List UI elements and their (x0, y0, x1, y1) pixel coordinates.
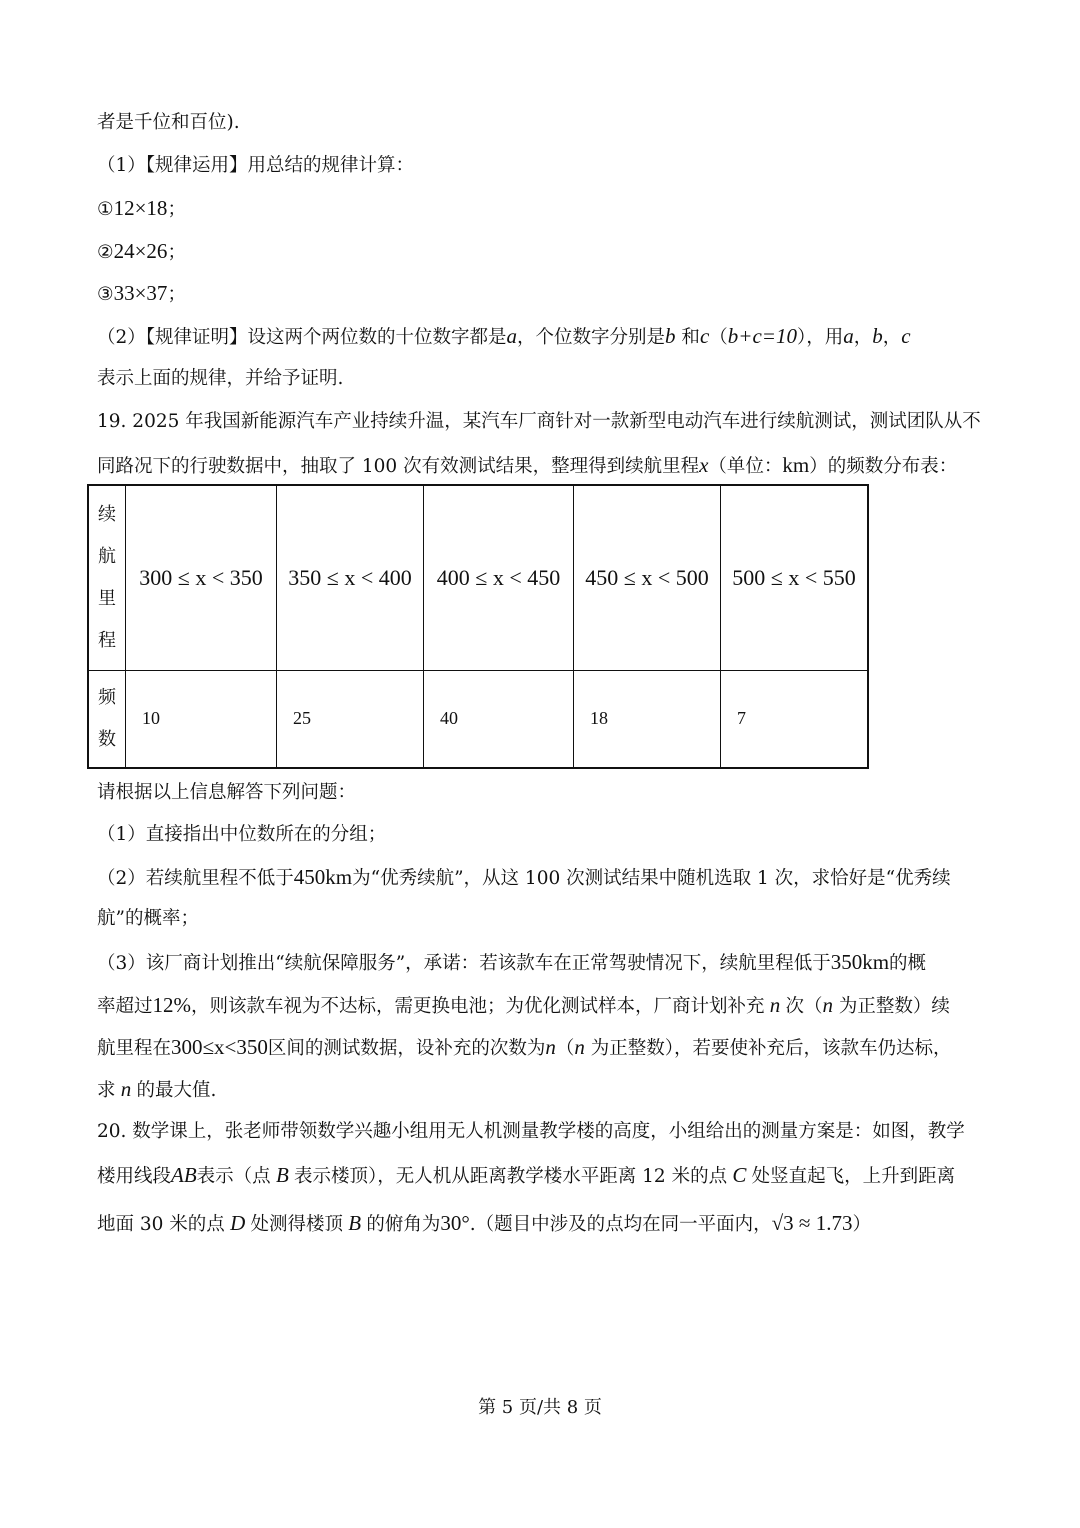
question-19-part2: （2）若续航里程不低于450km为“优秀续航”，从这 100 次测试结果中随机选取 1 次，求恰好是“优秀续 (97, 865, 951, 889)
count-cell: 18 (574, 670, 721, 768)
question-18-part2: （2）【规律证明】设这两个两位数的十位数字都是a，个位数字分别是b 和c（b+c=10），用a，b，c (97, 324, 911, 348)
question-20: 20. 数学课上，张老师带领数学兴趣小组用无人机测量教学楼的高度，小组给出的测量方案是：如图，教学 (97, 1121, 965, 1142)
text-line: 率超过12%，则该款车视为不达标，需更换电池；为优化测试样本，厂商计划补充 n 次（n 为正整数）续 (97, 993, 950, 1017)
range-cell: 350 ≤ x < 400 (277, 485, 424, 670)
calc-item-1: ①12×18； (97, 196, 186, 220)
text-line: 航”的概率； (97, 908, 199, 929)
page-footer: 第 5 页/共 8 页 (478, 1397, 602, 1418)
table-header-label: 续 航 里 程 (88, 485, 126, 670)
frequency-table (87, 484, 869, 769)
text-line: 航里程在300≤x<350区间的测试数据，设补充的次数为n（n 为正整数），若要使补充后，该款车仍达标， (97, 1035, 952, 1059)
question-19-part1: （1）直接指出中位数所在的分组； (97, 824, 387, 845)
range-cell: 400 ≤ x < 450 (424, 485, 574, 670)
table-count-label: 频 数 (88, 670, 126, 768)
text-line: 请根据以上信息解答下列问题： (97, 782, 357, 803)
text-line: 者是千位和百位). (97, 112, 240, 133)
range-cell: 300 ≤ x < 350 (126, 485, 277, 670)
text-line: 求 n 的最大值. (97, 1077, 217, 1101)
range-cell: 500 ≤ x < 550 (721, 485, 869, 670)
count-cell: 40 (424, 670, 574, 768)
text-line: 表示上面的规律，并给予证明. (97, 368, 344, 389)
text-line: 楼用线段AB表示（点 B 表示楼顶），无人机从距离教学楼水平距离 12 米的点 C 处竖直起飞，上升到距离 (97, 1163, 956, 1187)
count-cell: 7 (721, 670, 869, 768)
question-19-part3: （3）该厂商计划推出“续航保障服务”，承诺：若该款车在正常驾驶情况下，续航里程低于350km的概 (97, 950, 927, 974)
calc-item-2: ②24×26； (97, 239, 186, 263)
question-18-part1: （1）【规律运用】用总结的规律计算： (97, 155, 415, 176)
text-line: 地面 30 米的点 D 处测得楼顶 B 的俯角为30°.（题目中涉及的点均在同一平面内，√3 ≈ 1.73） (97, 1211, 871, 1235)
range-cell: 450 ≤ x < 500 (574, 485, 721, 670)
count-cell: 10 (126, 670, 277, 768)
text-line: 同路况下的行驶数据中，抽取了 100 次有效测试结果，整理得到续航里程x（单位：km）的频数分布表： (97, 453, 958, 477)
count-cell: 25 (277, 670, 424, 768)
question-19: 19. 2025 年我国新能源汽车产业持续升温，某汽车厂商针对一款新型电动汽车进行续航测试，测试团队从不 (97, 411, 981, 432)
calc-item-3: ③33×37； (97, 281, 186, 305)
